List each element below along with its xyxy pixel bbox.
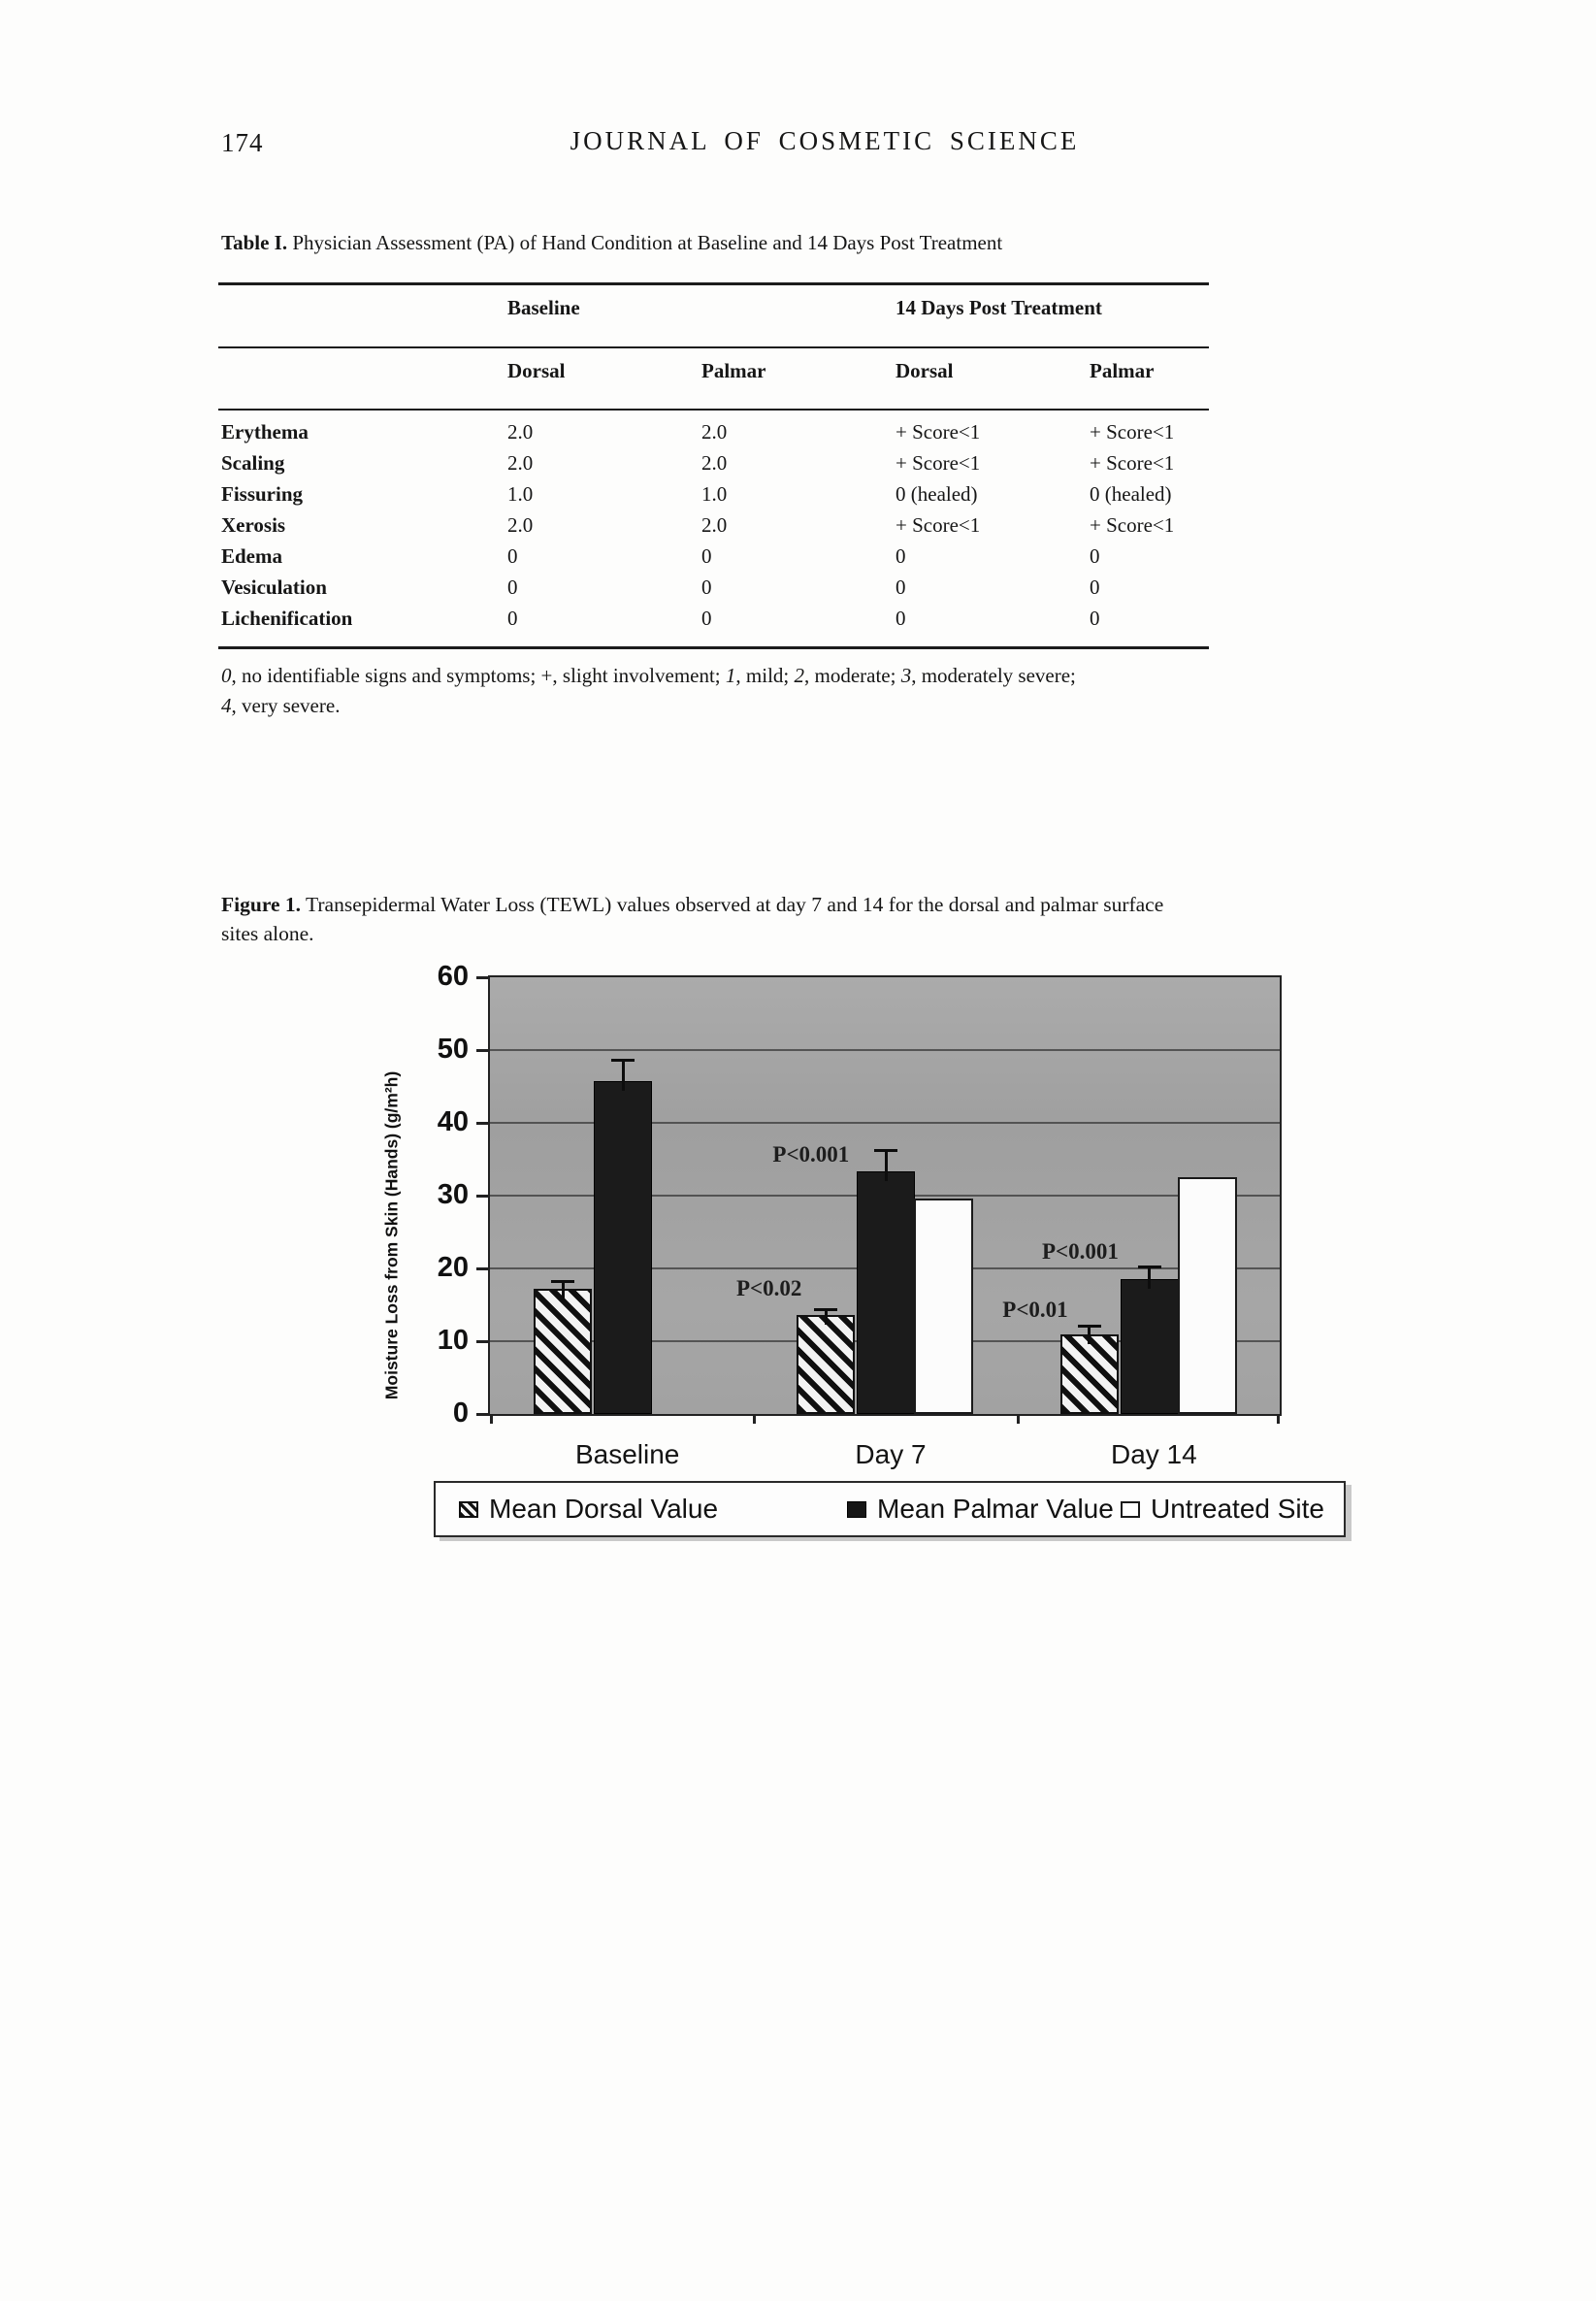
table-title-text: Physician Assessment (PA) of Hand Condition at Baseline and 14 Days Post Treatment bbox=[292, 231, 1003, 254]
legend-label: Mean Dorsal Value bbox=[489, 1494, 719, 1524]
error-bar-cap bbox=[1138, 1266, 1161, 1268]
y-axis-label-text: Moisture Loss from Skin (Hands) (g/m²h) bbox=[381, 1070, 402, 1400]
row-label: Edema bbox=[221, 544, 282, 568]
journal-title: JOURNAL OF COSMETIC SCIENCE bbox=[570, 126, 1080, 155]
table-cell: 0 bbox=[701, 607, 712, 630]
y-tick-mark bbox=[476, 976, 488, 979]
y-tick-label: 10 bbox=[437, 1325, 469, 1356]
column-header-dorsal-1: Dorsal bbox=[507, 359, 566, 382]
y-tick-label: 50 bbox=[437, 1034, 469, 1065]
footnote-part: 4 bbox=[221, 694, 232, 717]
footnote-part: 3 bbox=[900, 664, 912, 687]
footnote-part: 1 bbox=[725, 664, 736, 687]
row-label: Scaling bbox=[221, 451, 285, 475]
table-cell: 0 bbox=[507, 544, 518, 568]
table-rule-top bbox=[218, 282, 1209, 285]
bar-day7-black bbox=[857, 1171, 915, 1414]
table-cell: 0 bbox=[701, 575, 712, 599]
y-tick-mark bbox=[476, 1267, 488, 1270]
legend-entry-dorsal bbox=[459, 1483, 718, 1535]
table-title bbox=[221, 231, 1288, 255]
footnote-part: , moderate; bbox=[804, 664, 901, 687]
y-tick-label: 60 bbox=[437, 961, 469, 992]
column-header-dorsal-2: Dorsal bbox=[896, 359, 954, 382]
footnote-part: , very severe. bbox=[231, 694, 341, 717]
y-tick-mark bbox=[476, 1413, 488, 1416]
table-cell: + Score<1 bbox=[896, 420, 981, 444]
legend-label: Mean Palmar Value bbox=[877, 1494, 1114, 1524]
y-tick-label: 0 bbox=[452, 1397, 469, 1429]
error-bar-line bbox=[885, 1149, 888, 1181]
bar-baseline-black bbox=[594, 1081, 652, 1414]
tewl-bar-chart bbox=[437, 961, 1282, 1469]
error-bar-cap bbox=[551, 1280, 574, 1283]
table-cell: 0 bbox=[507, 575, 518, 599]
table-cell: 0 bbox=[896, 544, 906, 568]
table-cell: + Score<1 bbox=[896, 513, 981, 537]
error-bar-line bbox=[1088, 1325, 1091, 1345]
white-swatch-icon bbox=[1121, 1501, 1140, 1518]
p-value-annotation: P<0.01 bbox=[1002, 1297, 1068, 1322]
table-cell: 2.0 bbox=[701, 420, 728, 444]
table-rule-under-groups bbox=[218, 346, 1209, 348]
footnote-part: 2 bbox=[794, 664, 804, 687]
table-rule-under-headers bbox=[218, 409, 1209, 411]
category-label-baseline: Baseline bbox=[574, 1439, 680, 1469]
column-group-baseline: Baseline bbox=[507, 296, 580, 319]
figure-caption-label: Figure 1. bbox=[221, 893, 302, 916]
y-tick-label: 20 bbox=[437, 1252, 469, 1283]
footnote-part: 0 bbox=[221, 664, 232, 687]
table-cell: + Score<1 bbox=[1090, 420, 1175, 444]
table-cell: 0 bbox=[896, 607, 906, 630]
bar-day7-hatched bbox=[797, 1315, 855, 1414]
row-label: Xerosis bbox=[221, 513, 286, 537]
table-cell: 0 bbox=[507, 607, 518, 630]
bar-day14-hatched bbox=[1060, 1334, 1119, 1414]
table-cell: 2.0 bbox=[507, 513, 534, 537]
hatched-swatch-icon bbox=[459, 1501, 478, 1518]
footnote-part: , mild; bbox=[735, 664, 795, 687]
footnote-part: , no identifiable signs and symptoms; +, slight involvement; bbox=[231, 664, 726, 687]
p-value-annotation: P<0.02 bbox=[735, 1276, 802, 1300]
table-cell: 2.0 bbox=[507, 451, 534, 475]
figure-caption bbox=[221, 890, 1473, 948]
table-cell: 0 (healed) bbox=[896, 482, 978, 506]
y-tick-mark bbox=[476, 1195, 488, 1198]
row-label: Vesiculation bbox=[221, 575, 327, 599]
column-header-palmar-1: Palmar bbox=[701, 359, 766, 382]
figure-caption-line2: sites alone. bbox=[221, 922, 314, 945]
error-bar-cap bbox=[1078, 1325, 1101, 1328]
category-label-day7: Day 7 bbox=[855, 1439, 927, 1469]
p-value-annotation: P<0.001 bbox=[1041, 1238, 1119, 1264]
error-bar-cap bbox=[814, 1308, 837, 1311]
legend-label: Untreated Site bbox=[1151, 1494, 1324, 1524]
y-tick-mark bbox=[476, 1340, 488, 1343]
error-bar-cap bbox=[611, 1059, 635, 1062]
row-label: Fissuring bbox=[221, 482, 304, 506]
x-tick-mark bbox=[1277, 1414, 1280, 1424]
legend-entry-untreated bbox=[1121, 1483, 1324, 1535]
table-cell: 0 bbox=[1090, 575, 1100, 599]
row-label: Lichenification bbox=[221, 607, 353, 630]
table-cell: 2.0 bbox=[507, 420, 534, 444]
table-cell: 0 bbox=[701, 544, 712, 568]
page-number: 174 bbox=[221, 128, 264, 157]
table-cell: 0 bbox=[1090, 544, 1100, 568]
column-header-palmar-2: Palmar bbox=[1090, 359, 1155, 382]
bar-baseline-hatched bbox=[534, 1289, 592, 1414]
x-tick-mark bbox=[1017, 1414, 1020, 1424]
gridline-50 bbox=[490, 1049, 1280, 1051]
y-tick-mark bbox=[476, 1049, 488, 1052]
table-footnote bbox=[221, 661, 1405, 721]
bar-day7-white bbox=[914, 1199, 973, 1414]
error-bar-line bbox=[622, 1059, 625, 1091]
legend-entry-palmar bbox=[847, 1483, 1114, 1535]
bar-day14-white bbox=[1178, 1177, 1237, 1415]
error-bar-cap bbox=[874, 1149, 897, 1152]
table-cell: 0 bbox=[896, 575, 906, 599]
bar-day14-black bbox=[1121, 1279, 1179, 1414]
table-cell: + Score<1 bbox=[896, 451, 981, 475]
table-cell: 2.0 bbox=[701, 451, 728, 475]
table-cell: 1.0 bbox=[507, 482, 534, 506]
y-tick-mark bbox=[476, 1122, 488, 1125]
y-tick-label: 40 bbox=[437, 1106, 469, 1137]
figure-caption-line1: Transepidermal Water Loss (TEWL) values observed at day 7 and 14 for the dorsal and palmar surface bbox=[306, 893, 1164, 916]
table-cell: 2.0 bbox=[701, 513, 728, 537]
chart-legend bbox=[434, 1481, 1346, 1537]
p-value-annotation: P<0.001 bbox=[772, 1142, 850, 1167]
x-tick-mark bbox=[753, 1414, 756, 1424]
row-label: Erythema bbox=[221, 420, 309, 444]
footnote-part: , moderately severe; bbox=[911, 664, 1076, 687]
x-tick-mark bbox=[490, 1414, 493, 1424]
black-swatch-icon bbox=[847, 1501, 866, 1518]
category-label-day14: Day 14 bbox=[1110, 1439, 1197, 1469]
error-bar-line bbox=[1148, 1266, 1151, 1289]
table-rule-bottom bbox=[218, 646, 1209, 649]
table-cell: + Score<1 bbox=[1090, 513, 1175, 537]
table-cell: + Score<1 bbox=[1090, 451, 1175, 475]
y-tick-label: 30 bbox=[437, 1179, 469, 1210]
table-cell: 0 bbox=[1090, 607, 1100, 630]
column-group-post-treatment: 14 Days Post Treatment bbox=[896, 296, 1102, 319]
table-title-label: Table I. bbox=[221, 231, 288, 254]
table-cell: 0 (healed) bbox=[1090, 482, 1172, 506]
table-cell: 1.0 bbox=[701, 482, 728, 506]
